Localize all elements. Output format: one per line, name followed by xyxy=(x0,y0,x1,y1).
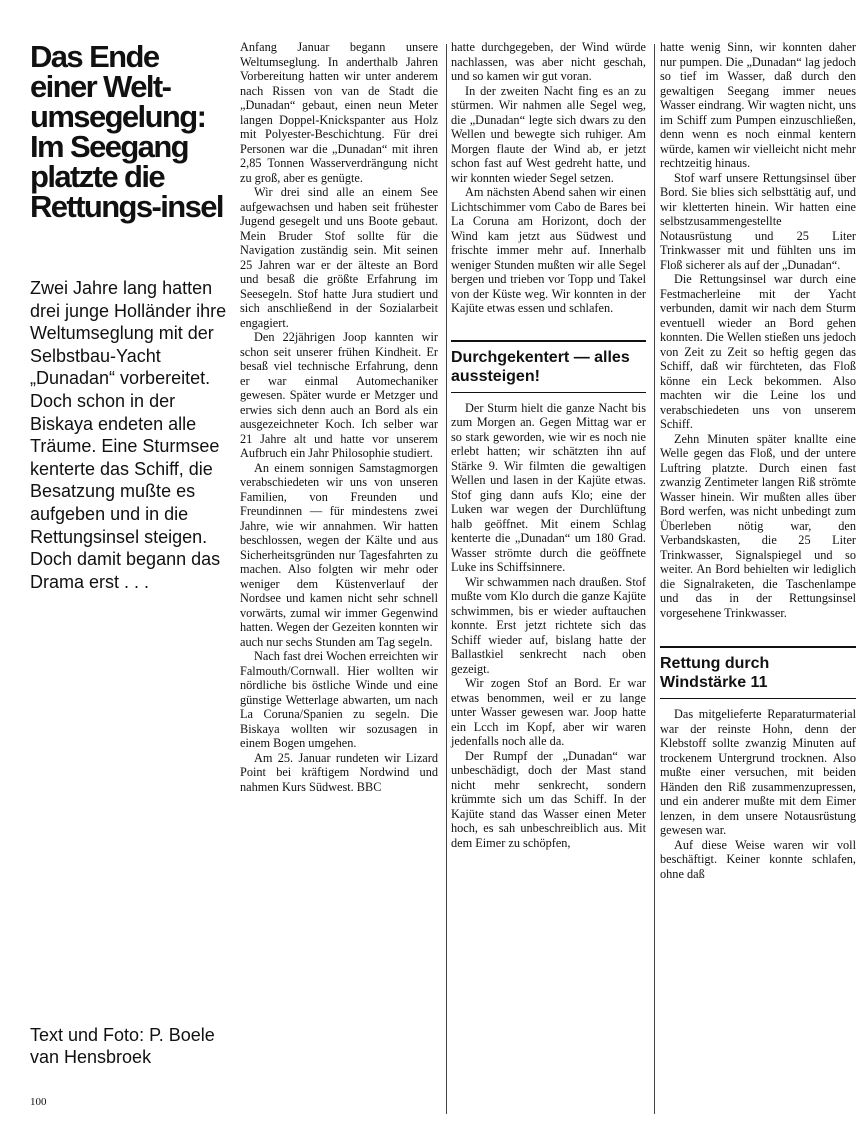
body-column-3 xyxy=(660,40,856,881)
paragraph: Wir zogen Stof an Bord. Er war etwas benommen, weil er zu lange unter Wasser gewesen war. Joop hatte ein Lcch im Kopf, aber wir waren jedenfalls noch alle da. xyxy=(451,676,646,748)
photo-credit: Text und Foto: P. Boele van Hensbroek xyxy=(30,1025,215,1067)
paragraph: Die Rettungsinsel war durch eine Festmacherleine mit der Yacht verbunden, damit wir nach dem Sturm eventuell wieder an Bord gehen konnten. Die Wellen stießen uns jedoch von Zeit zu Zeit so heftig gegen das Schiff, daß wir fürchteten, das Floß könne ein Leck bekommen. Also machten wir die Leine los und verabschiedeten uns von unserem Schiff. xyxy=(660,272,856,431)
paragraph: Anfang Januar begann unsere Weltumseglung. In anderthalb Jahren Vorbereitung hatten wir unter anderem nach Rissen von van de Stadt die „Dunadan“ gebaut, einen neun Meter langen Doppel-Knickspanter aus Holz mit Polyester-Beschichtung. Für drei Personen war die „Dunadan“ mit ihren 2,85 Tonnen Wasserverdrängung nicht zu groß, aber es genügte. xyxy=(240,40,438,185)
paragraph: In der zweiten Nacht fing es an zu stürmen. Wir nahmen alle Segel weg, die „Dunadan“ legte sich dwars zu den Wellen und bewegte sich ruhiger. Am Morgen flaute der Wind ab, er jetzt schon fast auf West gedreht hatte, und wir konnten wieder Segel setzen. xyxy=(451,83,646,185)
paragraph: Der Sturm hielt die ganze Nacht bis zum Morgen an. Gegen Mittag war er so stark geworden, wie wir es noch nie erlebt hatten; wir schätzten ihn auf Stärke 9. Wir filmten die gewaltigen Wellen und lasen in der Kajüte etwas. Stof ging dann aufs Klo; eine der Luken war wegen der Durchlüftung halb geöffnet. Mit einem Schlag kenterte die „Dunadan“ um 180 Grad. Wasser strömte durch die geöffnete Luke ins Schiffsinnere. xyxy=(451,400,646,574)
paragraph: Zehn Minuten später knallte eine Welle gegen das Floß, und der untere Luftring platzte. Durch einen fast zwanzig Zentimeter langen Riß strömte Wasser hinein. Wir mußten alles über Bord werfen, was nicht unbedingt zum Überleben nötig war, den Verbandskasten, die 25 Liter Trinkwasser, Signalspiegel und so weiter. An Bord behielten wir lediglich die Signalraketen, die Taschenlampe und das in der Rettungsinsel vorgesehene Trinkwasser. xyxy=(660,431,856,620)
subheading: Durchgekentert — alles aussteigen! xyxy=(451,340,646,393)
paragraph: Wir schwammen nach draußen. Stof mußte vom Klo durch die ganze Kajüte schwimmen, bis er wieder auftauchen konnte. Erst jetzt richtete sich das Schiff wieder auf, bislang hatte der Ballastkiel senkrecht nach oben gezeigt. xyxy=(451,574,646,676)
paragraph: Der Rumpf der „Dunadan“ war unbeschädigt, doch der Mast stand nicht mehr senkrecht, sondern krümmte sich um das Schiff. In der Kajüte stand das Wasser einen Meter hoch, es sah unbeschreiblich aus. Mit dem Eimer zu schöpfen, xyxy=(451,748,646,850)
paragraph: hatte durchgegeben, der Wind würde nachlassen, was aber nicht geschah, und so kamen wir gut voran. xyxy=(451,40,646,83)
paragraph: Wir drei sind alle an einem See aufgewachsen und haben seit frühester Jugend gesegelt und uns Boote gebaut. Mein Bruder Stof sollte für die Navigation zuständig sein. Mit seinen 25 Jahren war er der älteste an Bord und besaß die größte Erfahrung im Seesegeln. Stof hatte Jura studiert und sich anschließend in der Sozialarbeit engagiert. xyxy=(240,185,438,330)
paragraph: Den 22jährigen Joop kannten wir schon seit unserer frühen Kindheit. Er besaß viel technische Erfahrung, denn er war einmal Automechaniker gewesen. Später wurde er Metzger und erwies sich denn auch an Bord als ein ausgezeichneter Koch. Ich selber war 21 Jahre alt und hatte vor unserem Aufbruch ein Jahr Philosophie studiert. xyxy=(240,330,438,460)
column-divider xyxy=(446,44,447,1114)
paragraph: Stof warf unsere Rettungsinsel über Bord. Sie blies sich selbsttätig auf, und wir kletterten hinein. Wir hatten eine selbstzusammengestellte Notausrüstung und 25 Liter Trinkwasser mit und fühlten uns im Floß sicherer als auf der „Dunadan“. xyxy=(660,170,856,272)
headline: Das Ende einer Welt-umsegelung: Im Seegang platzte die Rettungs-insel xyxy=(30,39,223,224)
column-divider xyxy=(654,44,655,1114)
paragraph: An einem sonnigen Samstagmorgen verabschiedeten wir uns von unseren Familien, von Freunden und Freundinnen — für mindestens zwei Jahre, wie wir annahmen. Wir hatten beschlossen, wegen der Kälte und aus Sicherheitsgründen nur Tagesfahrten zu machen. Also folgten wir mehr oder weniger dem Küstenverlauf der Nordsee und kamen nicht sehr schnell vorwärts, zumal wir immer Gegenwind hatten. Wegen der Gezeiten konnten wir auch nur sechs Stunden am Tag segeln. xyxy=(240,460,438,649)
teaser: Zwei Jahre lang hatten drei junge Holländer ihre Weltumseglung mit der Selbstbau-Yacht „Dunadan“ vorbereitet. Doch schon in der Biskaya endeten alle Träume. Eine Sturmsee kenterte das Schiff, die Besatzung mußte es aufgeben und in die Rettungsinsel steigen. Doch damit begann das Drama erst . . . xyxy=(30,278,227,592)
page-number: 100 xyxy=(30,1096,47,1108)
paragraph: Auf diese Weise waren wir voll beschäftigt. Keiner konnte schlafen, ohne daß xyxy=(660,837,856,881)
body-column-1 xyxy=(240,40,438,794)
paragraph: Am 25. Januar rundeten wir Lizard Point bei kräftigem Nordwind und nahmen Kurs Südwest. BBC xyxy=(240,750,438,794)
subheading: Rettung durch Windstärke 11 xyxy=(660,646,856,699)
paragraph: Nach fast drei Wochen erreichten wir Falmouth/Cornwall. Hier wollten wir nördliche bis östliche Winde und eine günstige Wetterlage abwarten, um nach La Coruna/Spanien zu segeln. Die Biskaya wollten wir sozusagen in einem Bogen umgehen. xyxy=(240,649,438,750)
paragraph: Am nächsten Abend sahen wir einen Lichtschimmer vom Cabo de Bares bei La Coruna am Horizont, doch der Wind kam jetzt aus Südwest und frischte immer mehr auf. Innerhalb weniger Stunden mußten wir alle Segel bergen und trieben vor Topp und Takel von der Küste weg. Wir konnten in der Kajüte etwas essen und schlafen. xyxy=(451,185,646,315)
body-column-2 xyxy=(451,40,646,850)
paragraph: Das mitgelieferte Reparaturmaterial war der reinste Hohn, denn der Klebstoff sollte zwanzig Minuten auf trockenem Untergrund trocknen. Also mußte einer versuchen, mit beiden Händen den Riß zusammenzupressen, und ein anderer mußte mit dem Eimer lenzen, in dem unsere Notausrüstung gewesen war. xyxy=(660,707,856,837)
paragraph: hatte wenig Sinn, wir konnten daher nur pumpen. Die „Dunadan“ lag jedoch so tief im Wasser, daß durch den gewaltigen Seegang immer neues Wasser eindrang. Wir wagten nicht, uns im Schiff zum Pumpen einzuschließen, denn wenn es noch einmal kentern würde, kamen wir vielleicht nicht mehr rechtzeitig hinaus. xyxy=(660,40,856,170)
